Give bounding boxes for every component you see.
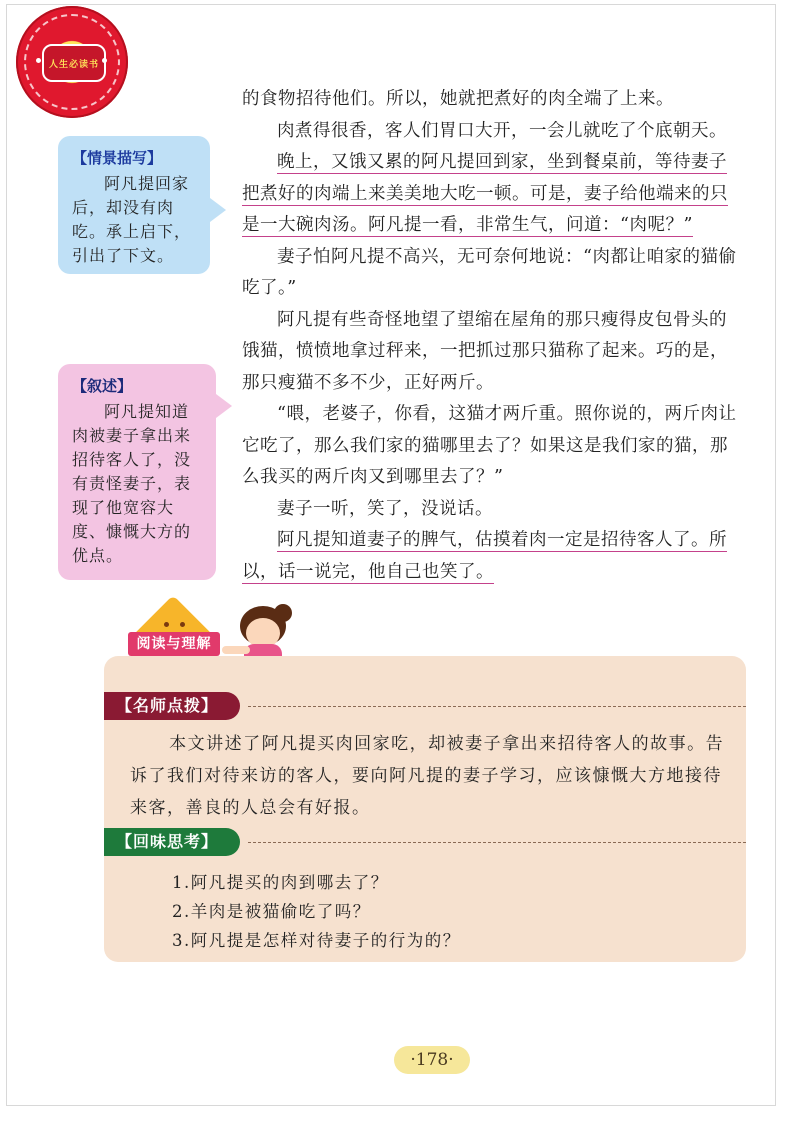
question-item: 2.羊肉是被猫偷吃了吗？: [172, 902, 371, 921]
header-divider: [248, 692, 746, 707]
tag-eye: [164, 622, 169, 627]
side-note-narration: [58, 364, 216, 580]
tips-header: [104, 692, 746, 720]
underlined-text: 阿凡提知道妻子的脾气，估摸着肉一定是招待客人了。所以，话一说完，他自己也笑了。: [242, 530, 727, 582]
story-paragraph: 肉煮得很香，客人们胃口大开，一会儿就吃了个底朝天。: [277, 120, 727, 141]
page-number: ·178·: [394, 1046, 470, 1074]
tag-eye: [180, 622, 185, 627]
seal-center: 人生必读书: [42, 44, 106, 82]
story-paragraph-underlined: [242, 525, 742, 588]
girl-illustration: [218, 606, 298, 662]
story-paragraph: “喂，老婆子，你看，这猫才两斤重。照你说的，两斤肉让它吃了，那么我们家的猫哪里去了？如果这是我们家的猫，那么我买的两斤肉又到哪里去了？”: [242, 404, 737, 487]
story-paragraph: 妻子一听，笑了，没说话。: [277, 498, 493, 519]
side-note-title: 【情景描写】: [72, 149, 163, 167]
side-note-body: 阿凡提回家后，却没有肉吃。承上启下，引出了下文。: [72, 174, 192, 265]
seal-dot: [102, 58, 107, 63]
side-note-title: 【叙述】: [72, 377, 133, 395]
think-header-label: 【回味思考】: [104, 828, 240, 856]
story-paragraph: 妻子怕阿凡提不高兴，无可奈何地说：“肉都让咱家的猫偷吃了。”: [242, 246, 737, 298]
think-header: [104, 828, 746, 856]
story-text: [242, 84, 742, 588]
side-note-body: 阿凡提知道肉被妻子拿出来招待客人了，没有责怪妻子，表现了他宽容大度、慷慨大方的优点。: [72, 402, 192, 565]
tips-header-label: 【名师点拨】: [104, 692, 240, 720]
story-paragraph-underlined: [242, 147, 742, 242]
story-paragraph: 的食物招待他们。所以，她就把煮好的肉全端了上来。: [242, 89, 674, 109]
reading-box: [104, 656, 746, 962]
girl-bun: [274, 604, 292, 622]
tips-text: 本文讲述了阿凡提买肉回家吃，却被妻子拿出来招待客人的故事。告诉了我们对待来访的客人，要向阿凡提的妻子学习，应该慷慨大方地接待来客，善良的人总会有好报。: [130, 734, 725, 818]
question-item: 3.阿凡提是怎样对待妻子的行为的？: [172, 931, 461, 950]
story-paragraph: 阿凡提有些奇怪地望了望缩在屋角的那只瘦得皮包骨头的饿猫，愤愤地拿过秤来，一把抓过那只猫称了起来。巧的是，那只瘦猫不多不少，正好两斤。: [242, 309, 728, 393]
seal-dot: [36, 58, 41, 63]
series-logo: [16, 6, 128, 118]
question-item: 1.阿凡提买的肉到哪去了？: [172, 873, 389, 892]
side-note-scene-description: [58, 136, 210, 274]
question-list: [172, 868, 712, 955]
underlined-text: 晚上，又饿又累的阿凡提回到家，坐到餐桌前，等待妻子把煮好的肉端上来美美地大吃一顿。可是，妻子给他端来的只是一大碗肉汤。阿凡提一看，非常生气，问道：“肉呢？”: [242, 152, 728, 235]
reading-section-label: 阅读与理解: [128, 632, 220, 656]
girl-arm: [222, 646, 250, 654]
header-divider: [248, 828, 746, 843]
